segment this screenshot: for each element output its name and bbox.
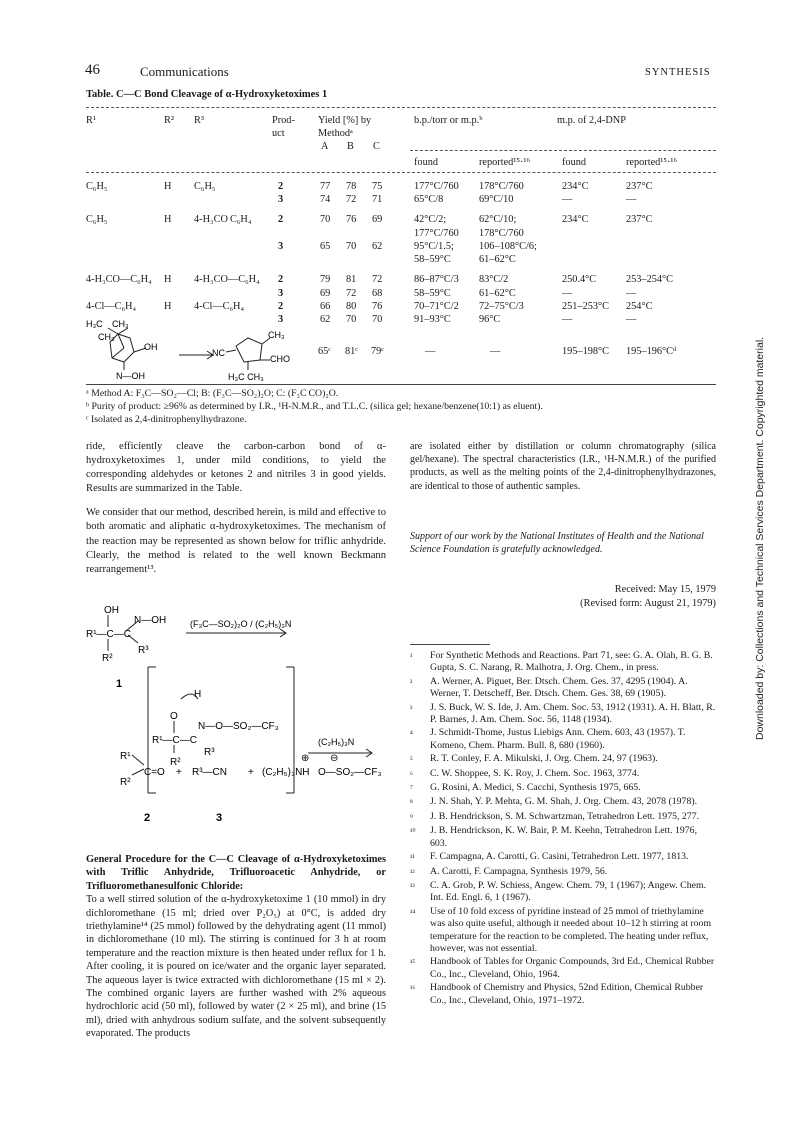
table-cell-bpf: 91–93°C: [414, 314, 451, 326]
reference-number: ⁸: [410, 798, 413, 808]
th-found2: found: [562, 157, 587, 168]
reference-item: [410, 650, 716, 675]
table-cell-b: 70: [346, 314, 357, 326]
footnote-b: ᵇ Purity of product: ≥96% as determined by I.R., ¹H-N.M.R., and T.L.C. (silica gel; hexane/benzene(10:1) as eluent).: [86, 401, 543, 412]
table-cell-b: 81: [346, 274, 357, 286]
table-cell-b: 78: [346, 181, 357, 192]
table-cell-c: 75: [372, 181, 383, 192]
table-cell-r2: H: [164, 214, 172, 226]
table-cell-a: 65: [320, 240, 331, 252]
table-cell-a: 74: [320, 194, 331, 206]
camphor-oh: OH: [144, 342, 158, 352]
th-product: Prod-: [272, 115, 295, 126]
table-cell-a: 66: [320, 300, 331, 312]
reference-text: R. T. Conley, F. A. Mikulski, J. Org. Chem. 24, 97 (1963).: [430, 753, 658, 765]
table-cell-bpf: 70–71°C/2: [414, 300, 459, 312]
table-cell-p: 3: [278, 287, 284, 299]
table-title-text: Table. C—C Bond Cleavage of α-Hydroxyketoximes 1: [86, 89, 328, 100]
reference-number: ¹⁵: [410, 958, 416, 968]
table-cell-bpr: 62°C/10;: [479, 214, 517, 226]
table-top-rule: [86, 107, 716, 108]
table-cell-c: 68: [372, 287, 383, 299]
table-cell-r3: 4-Cl—C₆H₄: [194, 300, 245, 312]
reference-number: ¹¹: [410, 853, 415, 863]
label-2: 2: [144, 812, 151, 824]
table-cell-mf: 234°C: [562, 181, 589, 192]
th-a: A: [321, 141, 329, 152]
s1-noh: N—OH: [134, 615, 167, 626]
page-number: 46: [85, 62, 100, 78]
reference-text: Handbook of Chemistry and Physics, 52nd Edition, Chemical Rubber Co., Inc., Cleveland, Ohio, 1971–1972.: [430, 982, 704, 1006]
reference-number: ³: [410, 703, 413, 713]
reagent-2: (C₂H₅)₃N: [318, 737, 355, 747]
table-cell-p: 2: [278, 214, 284, 226]
references-rule: [410, 644, 490, 645]
table-cell-b: 72: [346, 287, 357, 299]
table-cell-a: 77: [320, 181, 331, 192]
reference-number: ¹⁴: [410, 907, 416, 917]
th-r2: R²: [164, 115, 174, 126]
s1-r3: R³: [138, 645, 149, 656]
table-cell-bpr: 96°C: [479, 314, 501, 326]
s3-et3nh: (C₂H₅)₃NH: [262, 767, 310, 778]
table-title: [86, 89, 327, 100]
s1-r1cc: R¹—C—C: [86, 629, 131, 640]
reference-text: For Synthetic Methods and Reactions. Part 71, see: G. A. Olah, B. G. B. Gupta, S. C. Narang, R. Malhotra, J. Org. Chem., in press.: [430, 650, 713, 674]
reference-item: [410, 825, 716, 850]
reference-number: ¹⁰: [410, 827, 416, 837]
reference-item: [410, 676, 716, 701]
s2-r2: R²: [170, 757, 181, 768]
reference-number: ⁴: [410, 729, 413, 739]
reference-text: J. N. Shah, Y. P. Mehta, G. M. Shah, J. Org. Chem. 43, 2078 (1978).: [430, 796, 698, 808]
table-cell-b: 80: [346, 300, 357, 312]
reference-item: [410, 782, 716, 795]
s3-r3cn: R³—CN: [192, 767, 227, 778]
reference-text: F. Campagna, A. Carotti, G. Casini, Tetrahedron Lett. 1977, 1813.: [430, 851, 689, 863]
camphor-yield-c: 79ᶜ: [371, 346, 384, 357]
table-cell-bpr: 61–62°C: [479, 287, 516, 299]
table-cell-mr: 237°C: [626, 214, 653, 226]
s2-h: H: [194, 689, 202, 700]
s3-r1: R¹: [120, 751, 131, 762]
table-cell-bpf: 42°C/2;: [414, 214, 447, 226]
table-cell-bpr: 83°C/2: [479, 274, 509, 286]
s2-o: O: [170, 711, 178, 722]
table-header-rule: [86, 172, 716, 173]
table-cell-p: 3: [278, 314, 284, 326]
table-cell-c: 72: [372, 274, 383, 286]
table-cell-b: 76: [346, 214, 357, 226]
section-title: Communications: [140, 64, 229, 79]
camphor-yield-a: 65ᶜ: [318, 346, 331, 357]
th-yield: Yield [%] by: [318, 115, 372, 126]
reference-text: C. A. Grob, P. W. Schiess, Angew. Chem. 79, 1 (1967); Angew. Chem. Int. Ed. Engl. 6, 1 (1967).: [430, 879, 707, 904]
reference-number: ¹³: [410, 881, 415, 891]
th-found1: found: [414, 157, 439, 168]
table-cell-bpf: 65°C/8: [414, 194, 444, 206]
table-cell-mr: 237°C: [626, 181, 653, 192]
reference-text: Use of 10 fold excess of pyridine instead of 25 mmol of triethylamine was also quite useful, although it needed about 10–12 h stirring at room temperature for the reaction to be completed. The heating under reflux, however, was not essential.: [430, 905, 712, 954]
table-cell-bpf: 177°C/760: [414, 181, 459, 192]
camphor-me1: H₃C: [86, 319, 103, 329]
camphor-bp-found: —: [425, 346, 436, 357]
table-cell-mf: 251–253°C: [562, 300, 610, 312]
table-cell-c: 71: [372, 194, 383, 206]
right-paragraph-1: are isolated either by distillation or column chromatography (silica gel/hexane). The spectral characteristics (I.R., ¹H-N.M.R.) of the purified products, as well as the melting points of the 2,4-dinitrophenylhydrazones, are identical to those of authentic samples.: [410, 441, 716, 492]
table-cell-r3: 4-H₃CO—C₆H₄: [194, 274, 260, 286]
table-cell-a: 70: [320, 214, 331, 226]
table-cell-c: 69: [372, 214, 383, 226]
s1-oh: OH: [104, 605, 119, 616]
table-cell-b: 70: [346, 240, 357, 252]
received-date: Received: May 15, 1979: [614, 584, 716, 595]
table-bottom-rule: [86, 384, 716, 385]
reference-text: J. B. Hendrickson, S. M. Schwartzman, Tetrahedron Lett. 1975, 277.: [430, 810, 700, 822]
reference-item: [410, 702, 716, 727]
table-cell-r2: H: [164, 300, 172, 312]
reference-item: [410, 956, 716, 981]
table-cell-mr: —: [626, 287, 637, 299]
camphor-mp-reported: 195–196°Cᵈ: [626, 346, 677, 357]
table-cell-bpr: 72–75°C/3: [479, 300, 524, 312]
camphor-me2: CH₃: [112, 319, 129, 329]
table-cell-a: 62: [320, 314, 331, 326]
label-3: 3: [216, 812, 223, 824]
table-cell-bpr: 106–108°C/6;: [479, 240, 537, 252]
th-b: B: [347, 141, 354, 152]
reference-number: ⁵: [410, 755, 413, 765]
reference-text: A. Carotti, F. Campagna, Synthesis 1979, 56.: [430, 865, 608, 877]
table-cell-mr: —: [626, 314, 637, 326]
side-watermark: [752, 260, 768, 740]
table-cell-a: 69: [320, 287, 331, 299]
reference-number: ¹²: [410, 867, 415, 877]
th-reported2: reported¹⁵·¹⁶: [626, 157, 678, 168]
s3-plus-charge: ⊕: [301, 753, 310, 764]
s3-r2: R²: [120, 777, 131, 788]
th-c: C: [373, 141, 380, 152]
table-cell-c: 70: [372, 314, 383, 326]
th-product2: uct: [272, 128, 285, 139]
reference-text: G. Rosini, A. Medici, S. Cacchi, Synthesis 1975, 665.: [430, 782, 641, 794]
revised-date: (Revised form: August 21, 1979): [580, 598, 716, 609]
table-cell-mf: 250.4°C: [562, 274, 597, 286]
s3-minus-charge: ⊖: [330, 753, 339, 764]
reference-item: [410, 880, 716, 905]
reagent-1: (F₃C—SO₂)₂O / (C₂H₅)₃N: [190, 619, 292, 629]
table-sub-rule: [410, 150, 716, 151]
table-cell-r1: 4-H₃CO—C₆H₄: [86, 274, 152, 286]
table-cell-c: 62: [372, 240, 383, 252]
reaction-scheme: [86, 603, 406, 833]
reference-number: ¹⁶: [410, 984, 416, 994]
s3-otf: O—SO₂—CF₃: [318, 767, 382, 778]
table-cell-bpf: 86–87°C/3: [414, 274, 459, 286]
table-cell-c: 76: [372, 300, 383, 312]
table-cell-bpf: 95°C/1.5;: [414, 240, 454, 252]
camphor-me3: CH₃: [98, 332, 115, 342]
table-cell-p: 3: [278, 240, 284, 252]
table-cell-bpf: 58–59°C: [414, 254, 451, 266]
general-procedure-body: To a well stirred solution of the α-hydroxyketoxime 1 (10 mmol) in dry dichloromethane (15 ml; dried over P₂O₅) at 0°C, is added dry triethylamine¹⁴ (25 mmol) followed by the dehydrating agent (11 mmol) in dichloromethane (10 ml). The stirring is continued for 3 h at room temperature and the reaction mixture is then heated under reflux for 1 h. After cooling, it is poured on ice/water and the organic layer separated. The aqueous layer is twice extracted with dichloromethane (15 ml × 2). The combined organic layers are further washed with 2% aqueous hydrochloric acid (50 ml), followed by water (2 × 25 ml), and brine (15 ml), dried with anhydrous sodium sulfate, and the solvent subsequently evaporated. The products: [86, 894, 386, 1040]
left-paragraph-2: We consider that our method, described herein, is mild and effective to both aromatic and aliphatic α-hydroxyketoximes. The mechanism of the reaction may be represented as shown below for triflic anhydride. Clearly, the method is related to the well known Beckmann rearrangement¹³.: [86, 507, 386, 575]
reference-item: [410, 906, 716, 956]
nitrile-nc: NC: [212, 348, 225, 358]
camphor-noh: N—OH: [116, 371, 145, 381]
reference-text: C. W. Shoppee, S. K. Roy, J. Chem. Soc. 1963, 3774.: [430, 767, 640, 779]
th-reported1: reported¹⁵·¹⁶: [479, 157, 531, 168]
nitrile-gem: H₃C CH₃: [228, 372, 264, 382]
reference-text: J. S. Buck, W. S. Ide, J. Am. Chem. Soc. 53, 1912 (1931). A. H. Blatt, R. P. Barnes, J. Am. Chem. Soc. 56, 1148 (1934).: [430, 701, 716, 726]
s3-co: C=O: [144, 767, 165, 778]
reference-item: [410, 811, 716, 824]
table-cell-a: 79: [320, 274, 331, 286]
s3-plus1: +: [176, 767, 182, 778]
table-cell-mf: 234°C: [562, 214, 589, 226]
table-cell-bpr: 61–62°C: [479, 254, 516, 266]
table-cell-bpr: 69°C/10: [479, 194, 514, 206]
reference-text: J. Schmidt-Thome, Justus Liebigs Ann. Chem. 603, 43 (1957). T. Komeno, Chem. Pharm. Bull. 8, 680 (1960).: [430, 727, 686, 751]
reference-item: [410, 727, 716, 752]
table-cell-p: 2: [278, 300, 284, 312]
reference-item: [410, 796, 716, 809]
left-paragraph-1: ride, efficiently cleave the carbon-carbon bond of α-hydroxyketoximes 1, under mild conditions, to yield the corresponding aldehydes or ketones 2 and nitriles 3 in good yields. Results are summarized in the Table.: [86, 441, 386, 495]
side-watermark-text: Downloaded by: Collections and Technical Services Department. Copyrighted material.: [754, 336, 766, 740]
reference-number: ⁶: [410, 769, 413, 779]
table-cell-p: 2: [278, 274, 284, 286]
journal-name: SYNTHESIS: [645, 67, 711, 78]
nitrile-ch3: CH₃: [268, 330, 285, 340]
s1-r2: R²: [102, 653, 113, 664]
reference-text: Handbook of Tables for Organic Compounds, 3rd Ed., Chemical Rubber Co., Inc., Cleveland, Ohio, 1964.: [430, 956, 715, 980]
table-cell-r1: C₆H₅: [86, 181, 108, 192]
th-bp: b.p./torr or m.p.ᵇ: [414, 115, 483, 126]
reference-item: [410, 982, 716, 1007]
table-cell-mr: 253–254°C: [626, 274, 674, 286]
reference-item: [410, 851, 716, 864]
table-cell-bpr: 178°C/760: [479, 181, 524, 192]
table-cell-p: 2: [278, 181, 284, 192]
table-cell-r2: H: [164, 181, 172, 192]
table-cell-mf: —: [562, 314, 573, 326]
reference-number: ¹: [410, 652, 413, 661]
th-method: Methodᵃ: [318, 128, 353, 139]
th-r1: R¹: [86, 115, 96, 126]
reference-text: J. B. Hendrickson, K. W. Bair, P. M. Keehn, Tetrahedron Lett. 1976, 603.: [430, 825, 698, 849]
reference-number: ²: [410, 677, 413, 687]
acknowledgement: Support of our work by the National Institutes of Health and the National Science Foundation is gratefully acknowledged.: [410, 531, 704, 555]
table-cell-b: 72: [346, 194, 357, 206]
reference-item: [410, 753, 716, 766]
th-r3: R³: [194, 115, 204, 126]
s2-r1cc: R¹—C—C: [152, 735, 197, 746]
table-cell-mf: —: [562, 194, 573, 206]
reference-item: [410, 866, 716, 879]
reference-number: ⁹: [410, 812, 413, 822]
camphor-yield-b: 81ᶜ: [345, 346, 358, 357]
reference-number: ⁷: [410, 784, 413, 794]
general-procedure-title: General Procedure for the C—C Cleavage of α-Hydroxyketoximes with Triflic Anhydride, Trifluoroacetic Anhydride, or Trifluoromethanesulfonic Chloride:: [86, 854, 386, 892]
label-1: 1: [116, 678, 123, 690]
th-dnp: m.p. of 2,4-DNP: [557, 115, 626, 126]
table-cell-r3: C₆H₅: [194, 181, 216, 192]
table-cell-r2: H: [164, 274, 172, 286]
camphor-bp-reported: —: [490, 346, 501, 357]
nitrile-cho: CHO: [270, 354, 290, 364]
general-procedure: [86, 853, 386, 1041]
camphor-mp-found: 195–198°C: [562, 346, 610, 357]
table-cell-r3: 4-H₃CO C₆H₄: [194, 214, 252, 226]
table-cell-mr: 254°C: [626, 300, 653, 312]
table-cell-p: 3: [278, 194, 284, 206]
table-cell-r1: C₆H₅: [86, 214, 108, 226]
s2-nos: N—O—SO₂—CF₃: [198, 721, 279, 732]
s3-plus2: +: [248, 767, 254, 778]
references-list: [410, 650, 716, 1008]
table-cell-bpf: 177°C/760: [414, 227, 459, 239]
table-cell-mf: —: [562, 287, 573, 299]
left-column-text: [86, 440, 386, 587]
table-cell-bpr: 178°C/760: [479, 227, 524, 239]
reference-item: [410, 768, 716, 781]
table-cell-r1: 4-Cl—C₆H₄: [86, 300, 137, 312]
footnote-a: ᵃ Method A: F₃C—SO₂—Cl; B: (F₃C—SO₂)₂O; C: (F₃C CO)₂O.: [86, 388, 339, 399]
s2-r3: R³: [204, 747, 215, 758]
table-cell-mr: —: [626, 194, 637, 206]
table-cell-bpf: 58–59°C: [414, 287, 451, 299]
footnote-c: ᶜ Isolated as 2,4-dinitrophenylhydrazone.: [86, 414, 247, 425]
reference-text: A. Werner, A. Piguet, Ber. Dtsch. Chem. Ges. 37, 4295 (1904). A. Werner, T. Detscheff, Ber. Dtsch. Chem. Ges. 38, 69 (1905).: [430, 675, 688, 700]
